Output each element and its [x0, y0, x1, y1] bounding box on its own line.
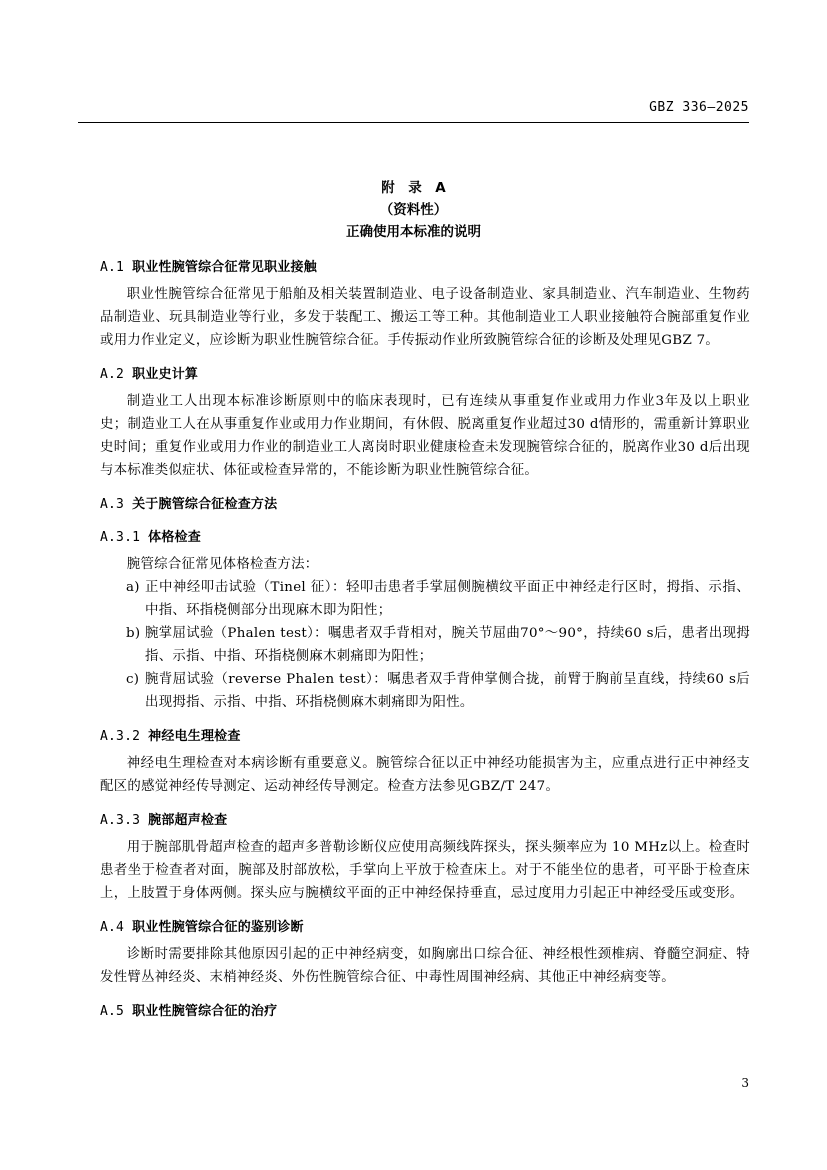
section-title: 腕部超声检查 — [148, 813, 228, 828]
header-rule — [78, 122, 749, 123]
section-heading-a1 — [100, 258, 750, 278]
section-number: A.5 — [100, 1004, 125, 1019]
paragraph: 用于腕部肌骨超声检查的超声多普勒诊断仪应使用高频线阵探头，探头频率应为 10 MHz以上。检查时患者坐于检查者对面，腕部及肘部放松，手掌向上平放于检查床上。对于不能坐位的患者，可平卧于检查床上，上肢置于身体两侧。探头应与腕横纹平面的正中神经保持垂直，忌过度用力引起正中神经受压或变形。 — [100, 840, 750, 901]
section-number: A.4 — [100, 920, 125, 935]
section-title: 职业性腕管综合征的治疗 — [132, 1004, 278, 1019]
list-marker: a) — [126, 580, 140, 595]
page-number: 3 — [741, 1076, 749, 1090]
paragraph: 神经电生理检查对本病诊断有重要意义。腕管综合征以正中神经功能损害为主，应重点进行正中神经支配区的感觉神经传导测定、运动神经传导测定。检查方法参见GBZ/T 247。 — [100, 756, 750, 794]
paragraph: 职业性腕管综合征常见于船舶及相关装置制造业、电子设备制造业、家具制造业、汽车制造业、生物药品制造业、玩具制造业等行业，多发于装配工、搬运工等工种。其他制造业工人职业接触符合腕部重复作业或用力作业定义，应诊断为职业性腕管综合征。手传振动作业所致腕管综合征的诊断及处理见GBZ 7。 — [100, 287, 750, 348]
section-title: 神经电生理检查 — [148, 729, 241, 744]
section-title: 职业性腕管综合征的鉴别诊断 — [132, 920, 304, 935]
document-body — [100, 258, 750, 1027]
list-text: 正中神经叩击试验（Tinel 征）：轻叩击患者手掌屈侧腕横纹平面正中神经走行区时，拇指、示指、中指、环指桡侧部分出现麻木即为阳性； — [145, 580, 750, 618]
annex-title-block — [0, 177, 827, 243]
section-title: 职业性腕管综合征常见职业接触 — [132, 260, 317, 275]
paragraph: 腕管综合征常见体格检查方法： — [126, 557, 319, 572]
section-heading-a33 — [100, 811, 750, 831]
section-title: 关于腕管综合征检查方法 — [132, 497, 278, 512]
section-heading-a32 — [100, 727, 750, 747]
list-text: 腕掌屈试验（Phalen test）：嘱患者双手背相对，腕关节屈曲70°～90°，持续60 s后，患者出现拇指、示指、中指、环指桡侧麻木刺痛即为阳性； — [145, 626, 750, 664]
list-marker: b) — [126, 626, 141, 641]
list-item — [100, 668, 750, 714]
annex-title: 正确使用本标准的说明 — [346, 224, 481, 240]
section-number: A.3.1 — [100, 530, 141, 545]
section-title: 体格检查 — [148, 530, 201, 545]
annex-nature: （资料性） — [379, 202, 448, 218]
standard-code: GBZ 336—2025 — [649, 100, 749, 115]
list-text: 腕背屈试验（reverse Phalen test）：嘱患者双手背伸掌侧合拢，前臂于胸前呈直线，持续60 s后出现拇指、示指、中指、环指桡侧麻木刺痛即为阳性。 — [145, 672, 750, 710]
section-number: A.3 — [100, 497, 125, 512]
list-item — [100, 622, 750, 668]
paragraph: 制造业工人出现本标准诊断原则中的临床表现时，已有连续从事重复作业或用力作业3年及以上职业史；制造业工人在从事重复作业或用力作业期间，有休假、脱离重复作业超过30 d情形的，需重新计算职业史时间；重复作业或用力作业的制造业工人离岗时职业健康检查未发现腕管综合征的，脱离作业30 d后出现与本标准类似症状、体征或检查异常的，不能诊断为职业性腕管综合征。 — [100, 394, 750, 478]
annex-label: 附 录 A — [381, 180, 446, 196]
section-heading-a2 — [100, 365, 750, 385]
section-heading-a5 — [100, 1002, 750, 1022]
paragraph: 诊断时需要排除其他原因引起的正中神经病变，如胸廓出口综合征、神经根性颈椎病、脊髓空洞症、特发性臂丛神经炎、末梢神经炎、外伤性腕管综合征、中毒性周围神经病、其他正中神经病变等。 — [100, 947, 750, 985]
section-number: A.2 — [100, 367, 125, 382]
section-number: A.3.2 — [100, 729, 141, 744]
list-marker: c) — [126, 672, 140, 687]
section-number: A.1 — [100, 260, 125, 275]
section-heading-a4 — [100, 918, 750, 938]
list-item — [100, 576, 750, 622]
section-number: A.3.3 — [100, 813, 141, 828]
section-heading-a31 — [100, 528, 750, 548]
section-title: 职业史计算 — [132, 367, 199, 382]
section-heading-a3 — [100, 495, 750, 515]
